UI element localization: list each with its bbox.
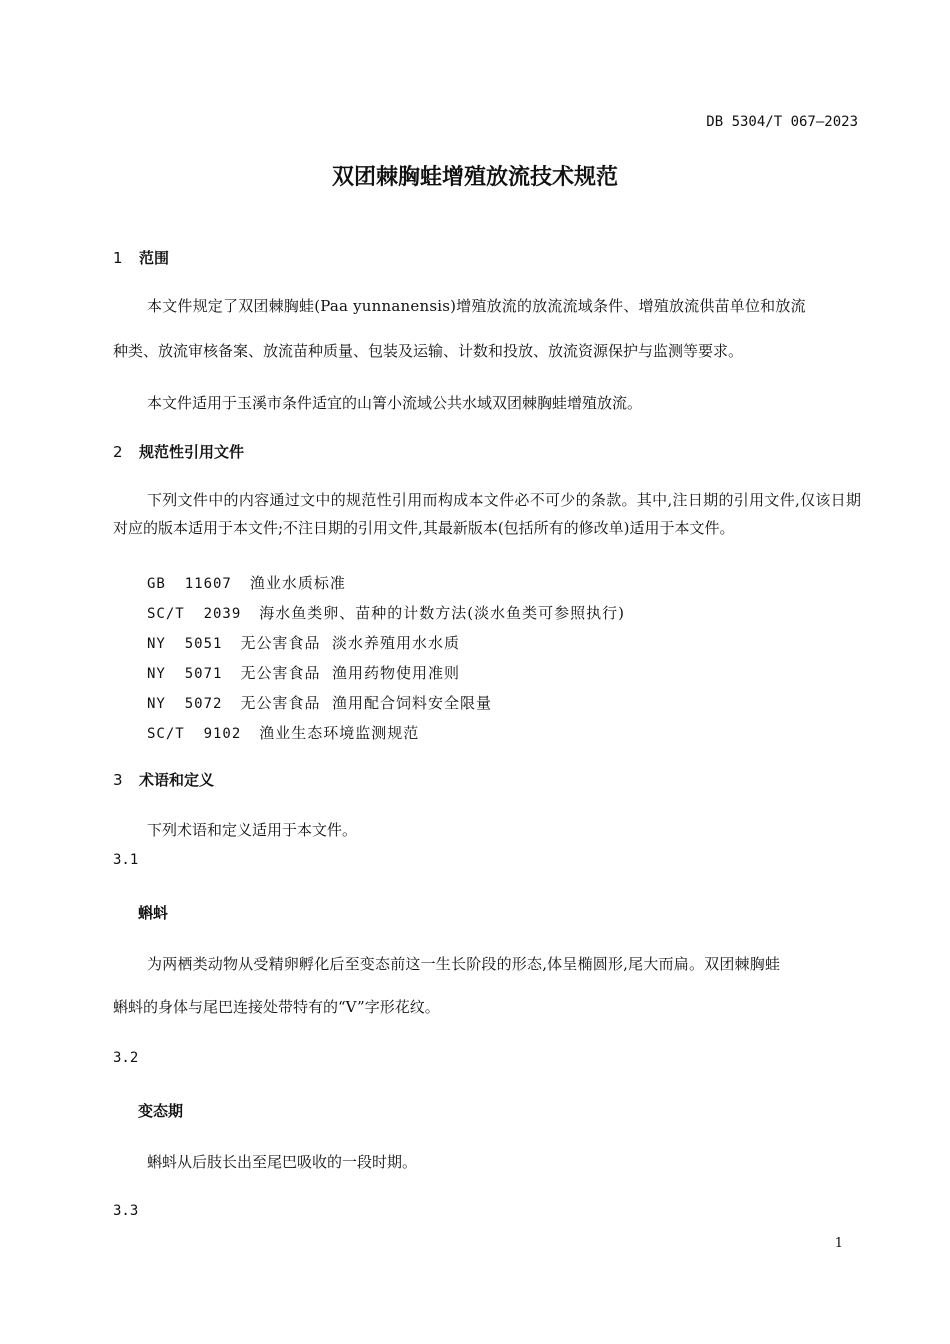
reference-item	[147, 692, 492, 713]
section-2-number: 2	[113, 443, 123, 461]
reference-code: NY 5051	[147, 636, 223, 652]
standard-number: DB 5304/T 067—2023	[706, 114, 858, 130]
scope-para-2: 本文件适用于玉溪市条件适宜的山箐小流域公共水域双团棘胸蛙增殖放流。	[147, 394, 643, 412]
reference-item	[147, 602, 625, 623]
reference-code: NY 5071	[147, 666, 223, 682]
scope-para-1-line-1: 本文件规定了双团棘胸蛙(Paa yunnanensis)增殖放流的放流流域条件、增殖放流供苗单位和放流	[147, 297, 806, 315]
reference-title: 无公害食品 渔用药物使用准则	[240, 664, 460, 682]
section-2-heading	[113, 441, 244, 462]
page-number: 1	[834, 1236, 843, 1251]
normative-references-intro: 下列文件中的内容通过文中的规范性引用而构成本文件必不可少的条款。其中,注日期的引用文件,仅该日期对应的版本适用于本文件;不注日期的引用文件,其最新版本(包括所有的修改单)适用于本文件。	[113, 491, 861, 537]
reference-code: GB 11607	[147, 576, 232, 592]
section-3-title: 术语和定义	[139, 771, 215, 789]
term-name: 变态期	[138, 1102, 184, 1120]
reference-item	[147, 662, 460, 683]
reference-title: 无公害食品 渔用配合饲料安全限量	[240, 694, 492, 712]
section-2-title: 规范性引用文件	[139, 443, 245, 461]
document-title: 双团棘胸蛙增殖放流技术规范	[331, 165, 618, 190]
section-1-heading	[113, 247, 169, 268]
scope-para-1-line-2: 种类、放流审核备案、放流苗种质量、包装及运输、计数和投放、放流资源保护与监测等要求。	[113, 342, 744, 360]
clause-number: 3.3	[113, 1203, 139, 1219]
section-3-heading	[113, 769, 214, 790]
reference-code: SC/T 9102	[147, 726, 242, 742]
term-definition-line-1: 蝌蚪从后肢长出至尾巴吸收的一段时期。	[147, 1153, 418, 1171]
reference-item	[147, 722, 419, 743]
section-3-number: 3	[113, 771, 123, 789]
reference-title: 海水鱼类卵、苗种的计数方法(淡水鱼类可参照执行)	[259, 604, 626, 622]
terms-intro: 下列术语和定义适用于本文件。	[147, 821, 358, 839]
reference-title: 渔业生态环境监测规范	[259, 724, 420, 742]
section-1-number: 1	[113, 249, 123, 267]
section-1-title: 范围	[139, 249, 170, 267]
reference-title: 无公害食品 淡水养殖用水水质	[240, 634, 460, 652]
term-name: 蝌蚪	[138, 904, 169, 922]
term-definition-line-1: 为两栖类动物从受精卵孵化后至变态前这一生长阶段的形态,体呈椭圆形,尾大而扁。双团棘胸蛙	[147, 955, 781, 973]
reference-code: SC/T 2039	[147, 606, 242, 622]
term-definition-line-2: 蝌蚪的身体与尾巴连接处带特有的“V”字形花纹。	[113, 998, 440, 1016]
reference-title: 渔业水质标准	[249, 574, 346, 592]
reference-item	[147, 572, 346, 593]
reference-item	[147, 632, 460, 653]
reference-code: NY 5072	[147, 696, 223, 712]
clause-number: 3.1	[113, 852, 139, 868]
clause-number: 3.2	[113, 1050, 139, 1066]
